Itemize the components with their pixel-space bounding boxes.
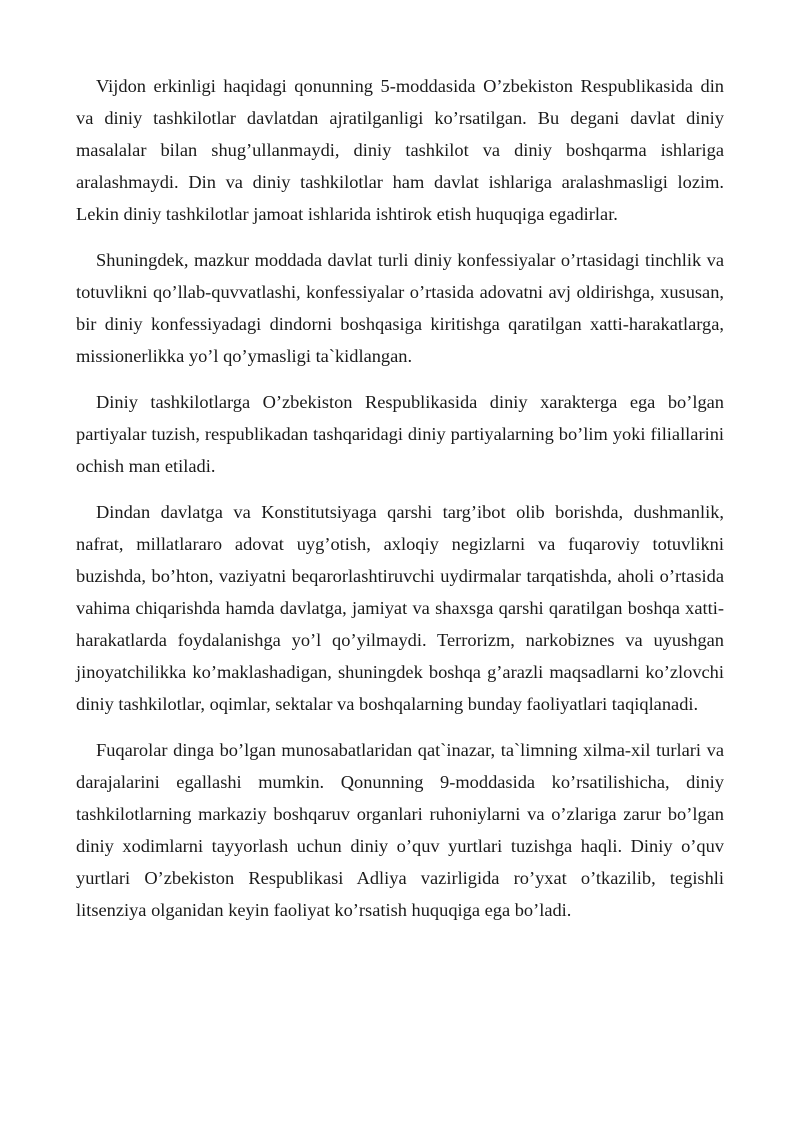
- paragraph-3: Diniy tashkilotlarga O’zbekiston Respublikasida diniy xarakterga ega bo’lgan partiyalar tuzish, respublikadan tashqaridagi diniy partiyalarning bo’lim yoki filiallarini ochish man etiladi.: [76, 392, 724, 476]
- paragraph-2: Shuningdek, mazkur moddada davlat turli diniy konfessiyalar o’rtasidagi tinchlik va totuvlikni qo’llab-quvvatlashi, konfessiyalar o’rtasida adovatni avj oldirishga, xususan, bir diniy konfessiyadagi dindorni boshqasiga kiritishga qaratilgan xatti-harakatlarga, missionerlikka yo’l qo’ymasligi ta`kidlangan.: [76, 250, 724, 366]
- paragraph-4: Dindan davlatga va Konstitutsiyaga qarshi targ’ibot olib borishda, dushmanlik, nafrat, millatlararo adovat uyg’otish, axloqiy negizlarni va fuqaroviy totuvlikni buzishda, bo’hton, vaziyatni beqarorlashtiruvchi uydirmalar tarqatishda, aholi o’rtasida vahima chiqarishda hamda davlatga, jamiyat va shaxsga qarshi qaratilgan boshqa xatti-harakatlarda foydalanishga yo’l qo’yilmaydi. Terrorizm, narkobiznes va uyushgan jinoyatchilikka ko’maklashadigan, shuningdek boshqa g’arazli maqsadlarni ko’zlovchi diniy tashkilotlar, oqimlar, sektalar va boshqalarning bunday faoliyatlari taqiqlanadi.: [76, 502, 724, 714]
- paragraph-1: Vijdon erkinligi haqidagi qonunning 5-moddasida O’zbekiston Respublikasida din va diniy tashkilotlar davlatdan ajratilganligi ko’rsatilgan. Bu degani davlat diniy masalalar bilan shug’ullanmaydi, diniy tashkilot va diniy boshqarma ishlariga aralashmaydi. Din va diniy tashkilotlar ham davlat ishlariga aralashmasligi lozim. Lekin diniy tashkilotlar jamoat ishlarida ishtirok etish huquqiga egadirlar.: [76, 76, 724, 224]
- paragraph-5: Fuqarolar dinga bo’lgan munosabatlaridan qat`inazar, ta`limning xilma-xil turlari va darajalarini egallashi mumkin. Qonunning 9-moddasida ko’rsatilishicha, diniy tashkilotlarning markaziy boshqaruv organlari ruhoniylarni va o’zlariga zarur bo’lgan diniy xodimlarni tayyorlash uchun diniy o’quv yurtlari tuzishga haqli. Diniy o’quv yurtlari O’zbekiston Respublikasi Adliya vazirligida ro’yxat o’tkazilib, tegishli litsenziya olganidan keyin faoliyat ko’rsatish huquqiga ega bo’ladi.: [76, 740, 724, 920]
- document-page: [76, 70, 724, 940]
